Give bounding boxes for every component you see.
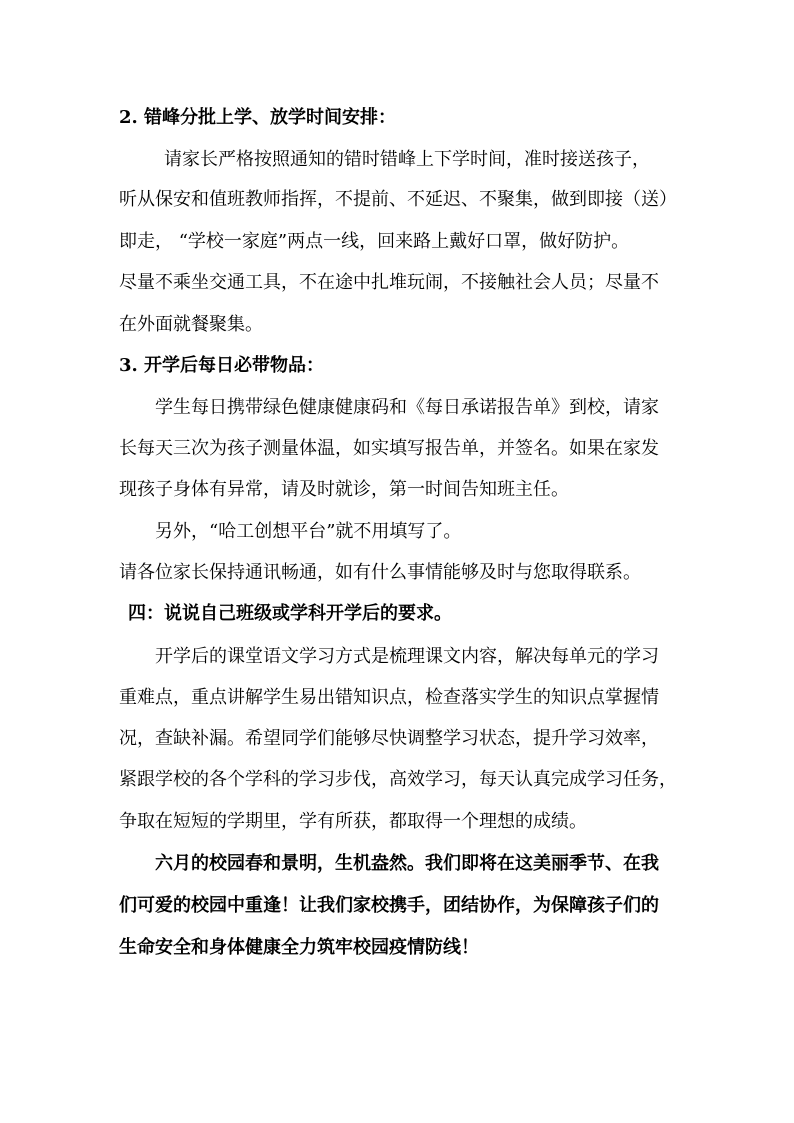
- paragraph-line: 尽量不乘坐交通工具，不在途中扎堆玩闹，不接触社会人员；尽量不: [119, 272, 659, 293]
- section-2-heading: 2. 错峰分批上学、放学时间安排：: [119, 107, 397, 128]
- paragraph-line: 重难点，重点讲解学生易出错知识点，检查落实学生的知识点掌握情: [119, 687, 659, 708]
- paragraph-line: 另外，“哈工创想平台”就不用填写了。: [155, 521, 462, 542]
- section-4-heading: 四：说说自己班级或学科开学后的要求。: [128, 603, 452, 624]
- section-3-heading: 3. 开学后每日必带物品：: [119, 355, 325, 376]
- paragraph-line: 请各位家长保持通讯畅通，如有什么事情能够及时与您取得联系。: [119, 562, 641, 583]
- paragraph-line: 长每天三次为孩子测量体温，如实填写报告单，并签名。如果在家发: [119, 438, 659, 459]
- paragraph-line: 听从保安和值班教师指挥，不提前、不延迟、不聚集，做到即接（送）: [119, 189, 677, 210]
- paragraph-line: 请家长严格按照通知的错时错峰上下学时间，准时接送孩子，: [164, 149, 650, 170]
- closing-line: 生命安全和身体健康全力筑牢校园疫情防线！: [119, 937, 479, 958]
- paragraph-line: 在外面就餐聚集。: [119, 314, 263, 335]
- paragraph-line: 现孩子身体有异常，请及时就诊，第一时间告知班主任。: [119, 479, 569, 500]
- paragraph-line: 即走， “学校一家庭”两点一线，回来路上戴好口罩，做好防护。: [119, 231, 630, 252]
- paragraph-line: 开学后的课堂语文学习方式是梳理课文内容，解决每单元的学习: [155, 646, 659, 667]
- paragraph-line: 争取在短短的学期里，学有所获，都取得一个理想的成绩。: [119, 811, 587, 832]
- paragraph-line: 况，查缺补漏。希望同学们能够尽快调整学习状态，提升学习效率，: [119, 728, 659, 749]
- paragraph-line: 学生每日携带绿色健康健康码和《每日承诺报告单》到校，请家: [155, 397, 659, 418]
- paragraph-line: 紧跟学校的各个学科的学习步伐，高效学习，每天认真完成学习任务，: [119, 769, 677, 790]
- closing-line: 六月的校园春和景明，生机盎然。我们即将在这美丽季节、在我: [155, 853, 659, 874]
- closing-line: 们可爱的校园中重逢！让我们家校携手，团结协作，为保障孩子们的: [119, 895, 659, 916]
